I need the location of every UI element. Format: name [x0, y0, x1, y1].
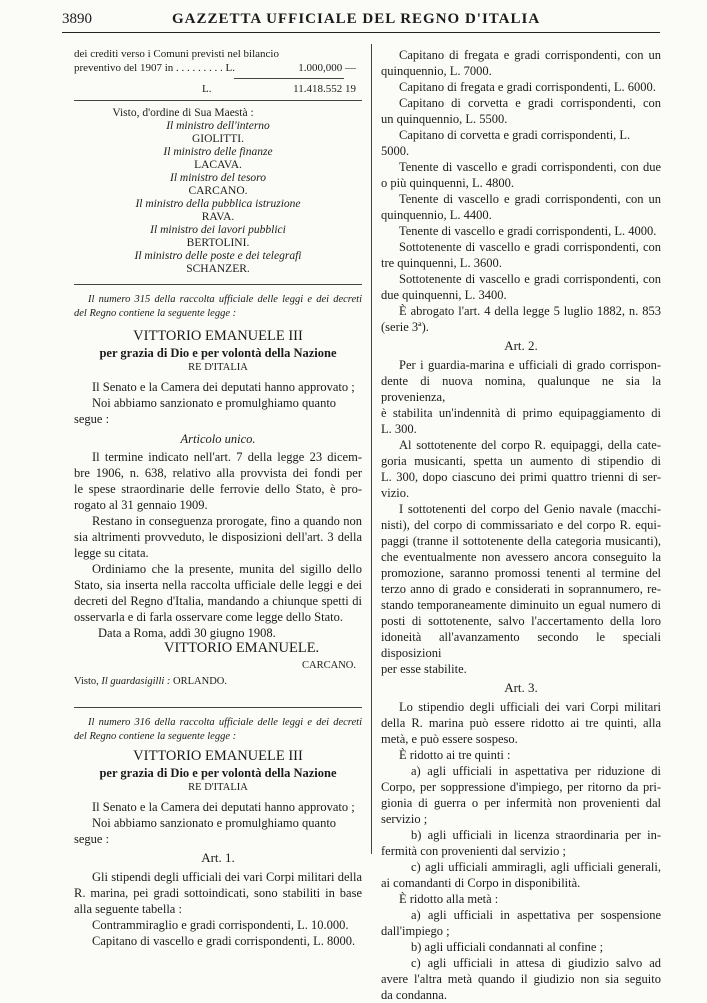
text-line: Restano in conseguenza prorogate, fino a quando non [92, 514, 362, 528]
grace-formula: per grazia di Dio e per volontà della Nazione [99, 766, 337, 780]
text-line: della R. marina può essere ridotto ai tre quinti, alla [381, 716, 661, 730]
re-d-italia: RE D'ITALIA [188, 782, 248, 793]
text-line: rogato al 31 gennaio 1909. [74, 498, 208, 512]
minister-name: LACAVA. [194, 159, 242, 171]
text-line: Per i guardia-marina e ufficiali di grado corrispon- [399, 358, 661, 372]
table-line: Sottotenente di vascello e gradi corrispondenti, con [399, 272, 661, 286]
text-line: legge su citata. [74, 546, 149, 560]
countersignature: CARCANO. [302, 660, 356, 671]
divider [74, 707, 362, 708]
law-intro: del Regno contiene la seguente legge : [74, 731, 237, 742]
grace-formula: per grazia di Dio e per volontà della Nazione [99, 346, 337, 360]
budget-line: dei crediti verso i Comuni previsti nel bilancio [74, 48, 279, 60]
text-line: alla seguente tabella : [74, 902, 182, 916]
minister-title: Il ministro delle poste e dei telegrafi [134, 250, 302, 262]
text-line: R. marina, pei gradi sottoindicati, sono stabiliti in base [74, 886, 362, 900]
text-line: idoneità all'avanzamento secondo le speciali disposizioni [381, 630, 661, 660]
table-line: Capitano di fregata e gradi corrispondenti, L. 6000. [399, 80, 656, 94]
gazette-title: GAZZETTA UFFICIALE DEL REGNO D'ITALIA [172, 11, 541, 27]
visto-guardasigilli: Visto, Il guardasigilli : ORLANDO. [74, 676, 227, 687]
table-line: Tenente di vascello e gradi corrispondenti, L. 4000. [399, 224, 657, 238]
table-line: o più quinquenni, L. 4800. [381, 176, 514, 190]
table-line: quinquennio, L. 7000. [381, 64, 492, 78]
salary-table [381, 47, 661, 335]
minister-title: Il ministro dell'interno [166, 120, 270, 132]
text-line: goria musicanti, spetta un aumento di stipendio di [381, 454, 661, 468]
article-title: Art. 1. [201, 850, 235, 865]
law-intro: Il numero 315 della raccolta ufficiale delle leggi e dei decreti [88, 294, 362, 305]
king-name: VITTORIO EMANUELE III [133, 328, 303, 344]
senate-line: Il Senato e la Camera dei deputati hanno approvato ; [92, 800, 355, 814]
law-date: Data a Roma, addì 30 giugno 1908. [98, 626, 276, 640]
text-line: fermità con provenienti dal servizio ; [381, 844, 567, 858]
article-title: Art. 3. [504, 680, 538, 695]
text-line: È ridotto ai tre quinti : [399, 748, 511, 762]
royal-signature: VITTORIO EMANUELE. [164, 640, 320, 656]
senate-line: Il Senato e la Camera dei deputati hanno approvato ; [92, 380, 355, 394]
text-line: a) agli ufficiali in aspettativa per sospensione [411, 908, 661, 922]
text-line: Ordiniamo che la presente, munita del sigillo dello [92, 562, 362, 576]
article-title: Art. 2. [504, 338, 538, 353]
text-line: nisti), del corpo di commissariato e del corpo R. equi- [381, 518, 661, 532]
page-number: 3890 [62, 11, 92, 27]
text-line: Stato, sia inserta nella raccolta ufficiale delle leggi e dei [74, 578, 362, 592]
text-line: a) agli ufficiali in aspettativa per riduzione di [411, 764, 661, 778]
divider [74, 100, 362, 101]
law-315 [74, 293, 362, 689]
table-line: Tenente di vascello e gradi corrispondenti, con un [399, 192, 661, 206]
text-line: vizio. [381, 486, 410, 500]
text-line: che eventualmente non avessero ancora conseguito la [381, 550, 661, 564]
article-title: Articolo unico. [180, 432, 256, 446]
visto-line: Visto, d'ordine di Sua Maestà : [112, 107, 254, 119]
text-line: Il termine indicato nell'art. 7 della legge 23 dicem- [92, 450, 362, 464]
text-line: c) agli ufficiali in attesa di giudizio salvo ad [411, 956, 661, 970]
text-line: osservarla e di farla osservare come legge dello Stato. [74, 610, 343, 624]
signatory-block [74, 120, 362, 276]
text-line: posti di sottotenente, salvo l'accertamento della loro [381, 614, 661, 628]
text-line: terzo anno di grado e considerati in soprannumero, re- [381, 582, 661, 596]
text-line: per esse stabilite. [381, 662, 467, 676]
text-line: stando temporaneamente diminuito un egual numero di [381, 598, 661, 612]
text-line: b) agli ufficiali condannati al confine ; [411, 940, 604, 954]
text-line: sia altrimenti provveduto, le disposizioni dell'art. 3 della [74, 530, 362, 544]
table-line: Capitano di corvetta e gradi corrispondenti, con [399, 96, 661, 110]
text-line: da condanna. [381, 988, 447, 1002]
text-line: Lo stipendio degli ufficiali dei vari Corpi militari [399, 700, 661, 714]
text-line: Al sottotenente del corpo R. equipaggi, della cate- [399, 438, 661, 452]
table-line: un quinquennio, L. 5500. [381, 112, 508, 126]
text-line: b) agli ufficiali in licenza straordinaria per in- [411, 828, 661, 842]
text-line: c) agli ufficiali ammiragli, agli ufficiali generali, [411, 860, 661, 874]
table-line: quinquennio, L. 4400. [381, 208, 492, 222]
table-line: tre quinquenni, L. 3600. [381, 256, 502, 270]
minister-title: Il ministro dei lavori pubblici [150, 224, 286, 236]
text-line: avere l'altra metà quando il giudizio non sia seguito [381, 972, 661, 986]
budget-line: preventivo del 1907 in . . . . . . . . . L. 1.000,000 — [74, 62, 356, 74]
text-line: decreti del Regno d'Italia, mandando a chiunque spetti di [74, 594, 362, 608]
page-header [62, 8, 660, 33]
minister-title: Il ministro delle finanze [163, 146, 273, 158]
text-line: I sottotenenti del corpo del Genio navale (macchi- [399, 502, 661, 516]
text-line: dente di nuova nomina, qualunque ne sia la provenienza, [381, 374, 661, 404]
text-line: dall'impiego ; [381, 924, 450, 938]
table-line: Sottotenente di vascello e gradi corrispondenti, con [399, 240, 661, 254]
minister-title: Il ministro della pubblica istruzione [135, 198, 301, 210]
right-column [381, 47, 661, 1003]
minister-name: CARCANO. [188, 185, 248, 197]
minister-name: GIOLITTI. [191, 133, 245, 145]
text-line: ai comandanti di Corpo in disponibilità. [381, 876, 581, 890]
text-line: paggi (tranne il sottotenente della categoria musicanti), [381, 534, 661, 548]
re-d-italia: RE D'ITALIA [188, 362, 248, 373]
table-line: Capitano di corvetta e gradi corrispondenti, L. 5000. [381, 128, 631, 158]
text-line: promozione, saranno promossi tenenti al termine del [381, 566, 661, 580]
text-line: È ridotto alla metà : [399, 892, 499, 906]
text-line: bre 1906, n. 638, relativo alla provvista dei fondi per [74, 466, 362, 480]
table-line: Contrammiraglio e gradi corrispondenti, L. 10.000. [92, 918, 349, 932]
table-line: (serie 3ª). [381, 320, 429, 334]
table-line: Capitano di vascello e gradi corrispondenti, L. 8000. [92, 934, 356, 948]
sanction-line: Noi abbiamo sanzionato e promulghiamo quanto segue : [74, 816, 337, 846]
text-line: Corpo, per soppressione d'impiego, per ritorno da pri- [381, 780, 661, 794]
text-line: è stabilita un'indennità di primo equipaggiamento di [381, 406, 661, 420]
minister-name: RAVA. [201, 211, 235, 223]
text-line: le spese straordinarie delle ferrovie dello Stato, è pro- [74, 482, 362, 496]
law-intro: Il numero 316 della raccolta ufficiale delle leggi e dei decreti [88, 717, 362, 728]
text-line: Gli stipendi degli ufficiali dei vari Corpi militari della [92, 870, 362, 884]
minister-title: Il ministro del tesoro [170, 172, 266, 184]
text-line: servizio ; [381, 812, 428, 826]
minister-name: SCHANZER. [186, 263, 250, 275]
text-line: gionia di guerra o per infermità non provenienti dal [381, 796, 661, 810]
table-line: due quinquenni, L. 3400. [381, 288, 507, 302]
minister-name: BERTOLINI. [186, 237, 250, 249]
text-line: metà, e può essere sospeso. [381, 732, 518, 746]
table-line: Tenente di vascello e gradi corrispondenti, con due [399, 160, 661, 174]
text-line: L. 300. [381, 422, 417, 436]
left-column [74, 47, 362, 949]
table-line: Capitano di fregata e gradi corrispondenti, con un [399, 48, 661, 62]
sum-rule [234, 78, 344, 79]
column-divider [371, 44, 372, 854]
sanction-line: Noi abbiamo sanzionato e promulghiamo quanto segue : [74, 396, 337, 426]
budget-total: L. 11.418.552 19 [202, 83, 356, 95]
table-line: È abrogato l'art. 4 della legge 5 luglio 1882, n. 853 [399, 304, 661, 318]
king-name: VITTORIO EMANUELE III [133, 748, 303, 764]
text-line: L. 300, dopo ciascuno dei primi quattro trienni di ser- [381, 470, 661, 484]
law-intro: del Regno contiene la seguente legge : [74, 308, 237, 319]
divider [74, 284, 362, 285]
law-316 [74, 716, 362, 949]
